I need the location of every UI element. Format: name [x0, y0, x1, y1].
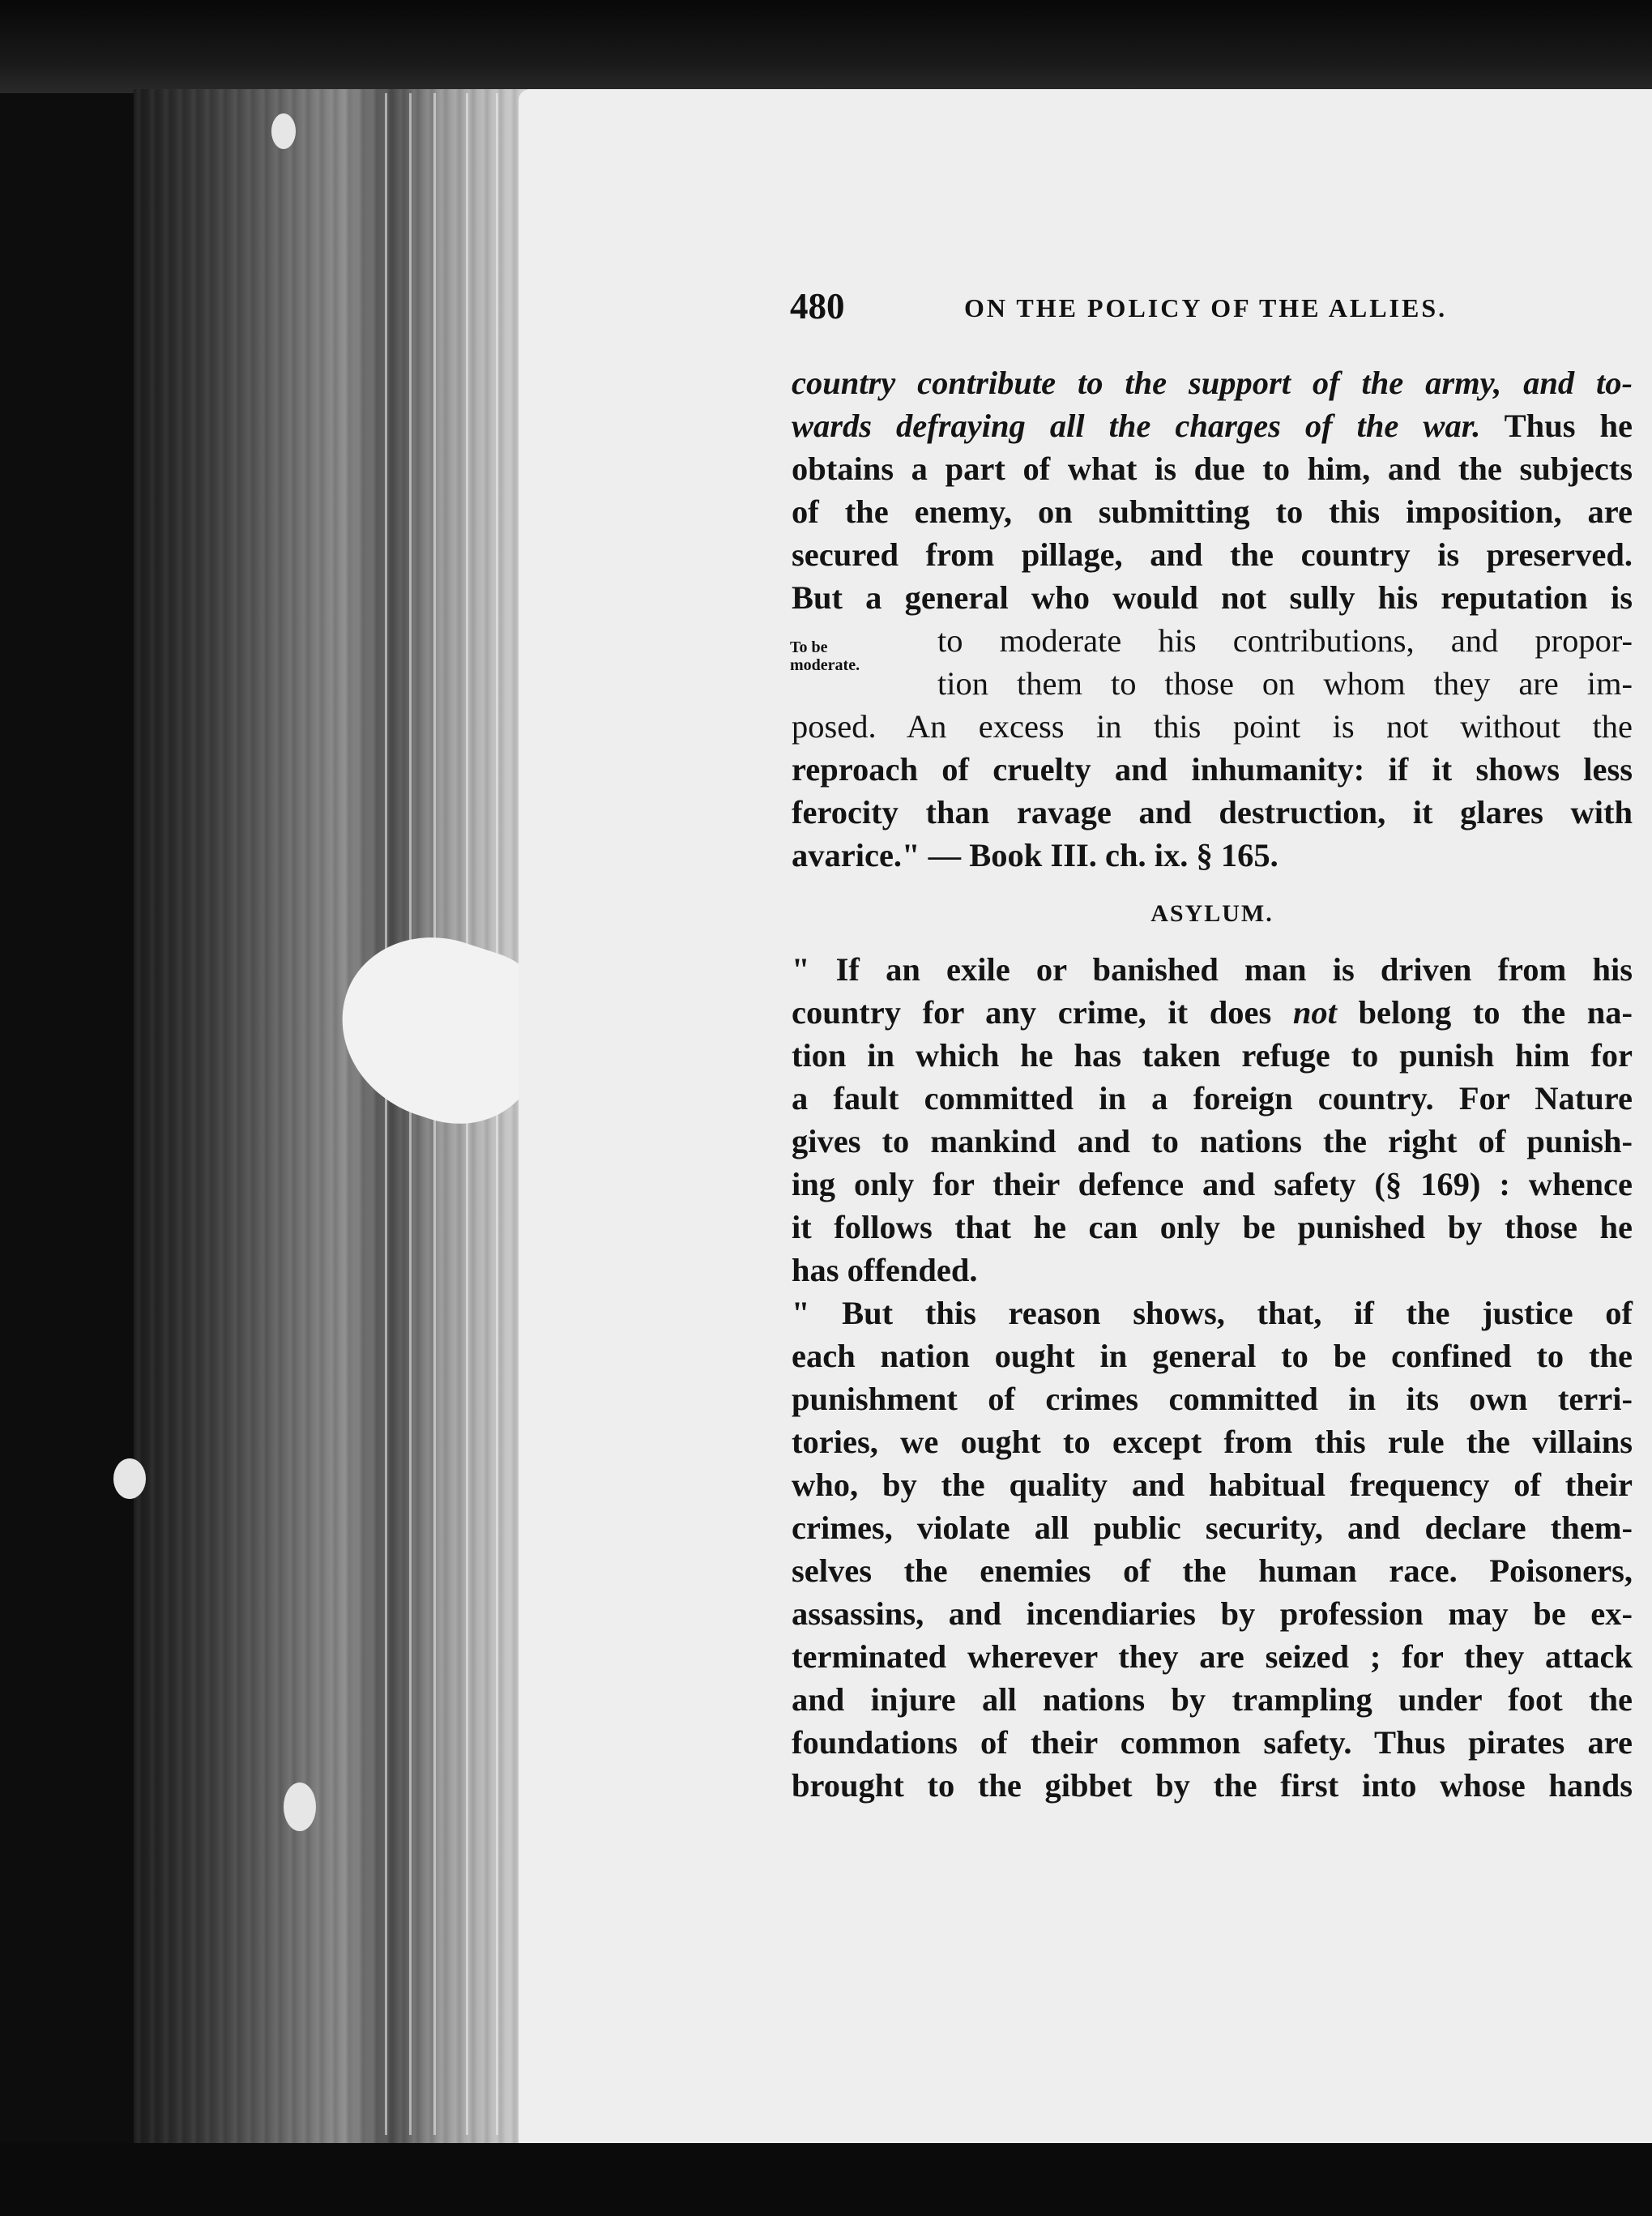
text-line: [792, 1034, 1633, 1077]
text-line: [792, 662, 1633, 705]
text-line: [792, 447, 1633, 490]
text-run: and injure all nations by trampling under foot the: [792, 1681, 1633, 1718]
text-run: avarice." — Book III. ch. ix. § 165.: [792, 837, 1278, 873]
text-line: [792, 705, 1633, 748]
scan-speck: [271, 113, 296, 149]
text-run: brought to the gibbet by the first into whose hands: [792, 1767, 1633, 1804]
gutter-line: [385, 93, 387, 2135]
text-line: [792, 490, 1633, 533]
text-run: Thus he: [1480, 408, 1633, 444]
scan-border-bottom: [0, 2143, 1652, 2216]
paragraph: [792, 361, 1633, 877]
text-run: country for any crime, it does: [792, 994, 1293, 1031]
text-run: " But this reason shows, that, if the justice of: [792, 1295, 1633, 1331]
gutter-line: [409, 93, 412, 2135]
text-run: of the enemy, on submitting to this imposition, are: [792, 493, 1633, 530]
body-text: [792, 361, 1633, 1807]
text-run: reproach of cruelty and inhumanity: if it shows less: [792, 751, 1633, 788]
text-run: belong to the na-: [1336, 994, 1633, 1031]
text-run: country contribute to the support of the army, and to-: [792, 365, 1633, 401]
text-line: [792, 1463, 1633, 1506]
text-line: [792, 1292, 1633, 1334]
text-line: [792, 404, 1633, 447]
text-run: has offended.: [792, 1252, 978, 1288]
text-run: But a general who would not sully his reputation is: [792, 579, 1633, 616]
text-line: [792, 1163, 1633, 1206]
text-line: [792, 1592, 1633, 1635]
text-line: [792, 1635, 1633, 1678]
page-number: 480: [790, 286, 845, 327]
scan-speck: [284, 1783, 316, 1831]
running-head: [790, 285, 1633, 334]
text-line: [792, 1377, 1633, 1420]
text-line: [792, 1077, 1633, 1120]
text-line: [792, 991, 1633, 1034]
scan-speck: [113, 1458, 146, 1499]
text-line: [792, 1249, 1633, 1292]
text-run: tion in which he has taken refuge to punish him for: [792, 1037, 1633, 1074]
text-line: [792, 1206, 1633, 1249]
text-line: [792, 791, 1633, 834]
text-line: [792, 1506, 1633, 1549]
text-run: ing only for their defence and safety (§ 169) : whence: [792, 1166, 1633, 1202]
text-line: [792, 361, 1633, 404]
text-run: tories, we ought to except from this rule the villains: [792, 1424, 1633, 1460]
scan-border-top: [0, 0, 1652, 93]
text-line: [792, 533, 1633, 576]
text-run: crimes, violate all public security, and declare them-: [792, 1509, 1633, 1546]
text-run: ferocity than ravage and destruction, it glares with: [792, 794, 1633, 830]
text-run: a fault committed in a foreign country. For Nature: [792, 1080, 1633, 1117]
text-line: [792, 948, 1633, 991]
text-run: posed. An excess in this point is not without the: [792, 708, 1633, 745]
text-run: foundations of their common safety. Thus pirates are: [792, 1724, 1633, 1761]
margin-note-line: To be: [790, 638, 828, 656]
text-line: [792, 1120, 1633, 1163]
text-run: secured from pillage, and the country is preserved.: [792, 536, 1633, 573]
section-heading: ASYLUM.: [1150, 900, 1274, 927]
paragraph: [792, 1292, 1633, 1807]
text-line: [792, 1420, 1633, 1463]
text-run: tion them to those on whom they are im-: [937, 665, 1633, 702]
text-run: gives to mankind and to nations the right of punish-: [792, 1123, 1633, 1159]
text-line: [792, 1721, 1633, 1764]
text-run: who, by the quality and habitual frequency of their: [792, 1467, 1633, 1503]
running-title: ON THE POLICY OF THE ALLIES.: [964, 293, 1448, 322]
text-line: [792, 576, 1633, 619]
paragraph: [792, 948, 1633, 1292]
text-run: " If an exile or banished man is driven from his: [792, 951, 1633, 988]
text-run: to moderate his contributions, and propor-: [937, 622, 1633, 659]
text-line: [792, 1549, 1633, 1592]
text-run: it follows that he can only be punished by those he: [792, 1209, 1633, 1245]
text-line: [792, 1678, 1633, 1721]
text-line: [792, 834, 1633, 877]
text-run: punishment of crimes committed in its own terri-: [792, 1381, 1633, 1417]
text-run: not: [1292, 994, 1337, 1031]
margin-note-line: moderate.: [790, 656, 860, 674]
text-line: [792, 1764, 1633, 1807]
text-line: [792, 1334, 1633, 1377]
text-run: each nation ought in general to be confined to the: [792, 1338, 1633, 1374]
text-line: [792, 619, 1633, 662]
text-run: selves the enemies of the human race. Poisoners,: [792, 1552, 1633, 1589]
text-line: [792, 748, 1633, 791]
text-run: assassins, and incendiaries by profession may be ex-: [792, 1595, 1633, 1632]
text-run: wards defraying all the charges of the war.: [792, 408, 1481, 444]
text-run: obtains a part of what is due to him, and the subjects: [792, 450, 1633, 487]
text-run: terminated wherever they are seized ; for they attack: [792, 1638, 1633, 1675]
